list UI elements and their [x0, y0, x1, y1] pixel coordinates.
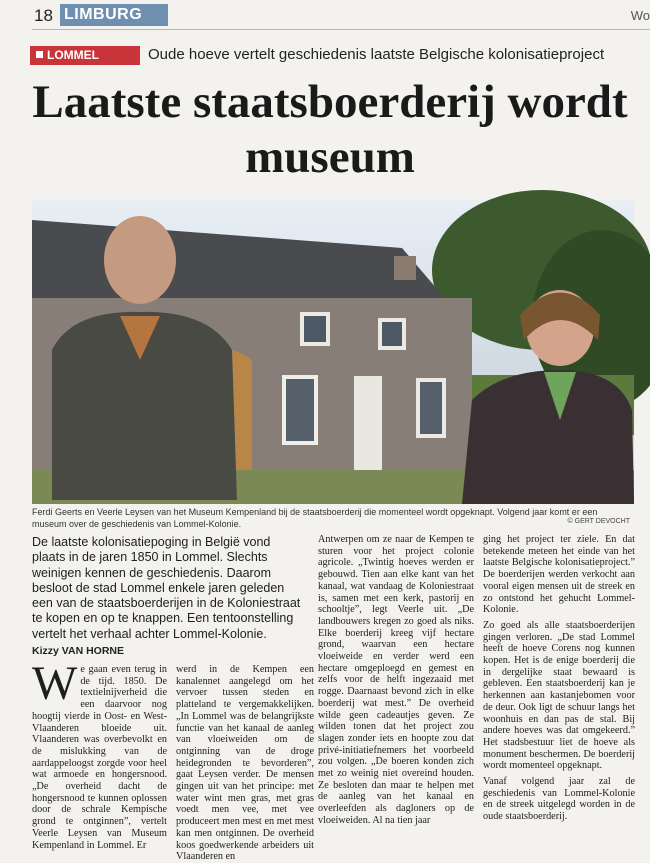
photo-caption: Ferdi Geerts en Veerle Leysen van het Museum Kempenland bij de staatsboerderij die momenteel wordt opgeknapt. Volgend jaar komt er een museum over de geschiedenis van Lommel-Kolonie.	[32, 507, 598, 529]
body-paragraph: Vanaf volgend jaar zal de geschiedenis van Lommel-Kolonie en de streek uitgelegd worden in de oude staatsboerderij.	[483, 776, 635, 823]
page-header	[0, 0, 650, 30]
body-paragraph: Zo goed als alle staatsboerderijen gingen verloren. „De stad Lommel heeft de hoeve Corens nog kunnen kopen. Het is de enige boerderij die in dergelijke staat bewaard is gebleven. Een staatsboerderij kan je herkennen aan kastanjebomen voor de deur. Ook ligt de schuur langs het woonhuis en dan pas de stal. Bij andere hoeves was dat omgekeerd.” Het stadsbestuur liet de hoeve als monument beschermen. De boerderij wordt momenteel opgeknapt.	[483, 619, 635, 772]
kicker-headline: Oude hoeve vertelt geschiedenis laatste Belgische kolonisatieproject	[148, 46, 605, 63]
farmhouse-photo-illustration	[32, 200, 634, 504]
body-column-3: Antwerpen om ze naar de Kempen te sturen voor het project colonie agricole. „Twintig hoeves werden er gebouwd. Tien aan elke kant van het kanaal, wat vandaag de Koloniestraat is, samen met een kerk, pastorij en schooltje”, legt Veerle uit. „De landbouwers kregen zo goed als niks. Elke boerderij kreeg vijf hectare grond, waarvan een hectare vloeiweide en verder werd een hectare omgeploegd en gemest en zelfs voor de helft ingezaaid met rogge. Daarnaast bevond zich in elke boerderij wat mest.” De overheid wilde geen cadeautjes geven. Ze wilden tonen dat het project zou slagen zonder iets en hoopte zou dat privé-initiatiefnemers het voorbeeld zou volgen. „De boeren konden zich met zo weinig niet overeind houden. Ze besloten dan maar te helpen met de aanleg van het kanaal en overleefden als dagloners op de vloeiweiden. Al na tien jaar	[318, 534, 474, 826]
body-column-1	[32, 657, 167, 851]
section-label: LIMBURG	[60, 4, 168, 26]
byline: Kizzy VAN HORNE	[32, 645, 124, 657]
page-number: 18	[34, 6, 53, 25]
body-column-4	[483, 534, 635, 827]
photo-credit: © GERT DEVOCHT	[567, 518, 630, 525]
location-tag-label: LOMMEL	[47, 48, 99, 62]
body-column-1-text: e gaan even terug in de tijd. 1850. De textielnijverheid die een daarvoor nog hoogtij vierde in Oost- en West-Vlaanderen bloeide uit. Vlaanderen was overbevolkt en de mislukking van de aardappeloogst zorgde voor heel wat armoede en hongersnood. „De overheid dacht de hongersnood te kunnen oplossen door de schrale Kempische grond te ontginnen”, vertelt Veerle Leysen van Museum Kempenland in Lommel. Er	[32, 664, 167, 851]
header-rule	[32, 29, 650, 30]
adjacent-page-edge: Wo	[630, 8, 650, 23]
article-intro: De laatste kolonisatiepoging in België vond plaats in de jaren 1850 in Lommel. Slechts weinigen kennen de geschiedenis. Daarom besloot de stad Lommel enkele jaren geleden een van de staatsboerderijen in de Koloniestraat te kopen en op te knappen. Een tentoonstelling vertelt het verhaal achter Lommel-Kolonie.	[32, 535, 301, 641]
article-photo	[32, 200, 634, 504]
body-paragraph: ging het project ter ziele. En dat betekende meteen het einde van het laatste Belgische kolonisatieproject.” De boerderijen werden verkocht aan vooral eigen mensen uit de streek en zo ontstond het gehucht Lommel-Kolonie.	[483, 534, 635, 616]
square-icon	[36, 51, 43, 58]
headline: Laatste staatsboerderij wordt museum	[32, 76, 628, 183]
location-tag	[30, 46, 140, 65]
dropcap: W	[32, 657, 78, 710]
body-column-2: werd in de Kempen een kanalennet aangelegd om het vervoer tussen steden en platteland te vergemakkelijken. „In Lommel was de belangrijkste functie van het kanaal de aanleg van vloeiweiden om de ontginning van de droge heidegronden te bevorderen”, gaat Leysen verder. De mensen gingen uit van het principe: met water wint men gras, met gras voedt men vee, met vee produceert men mest en met mest kan men ontginnen. De overheid koos goedwerkende arbeiders uit Vlaanderen en	[176, 664, 314, 863]
